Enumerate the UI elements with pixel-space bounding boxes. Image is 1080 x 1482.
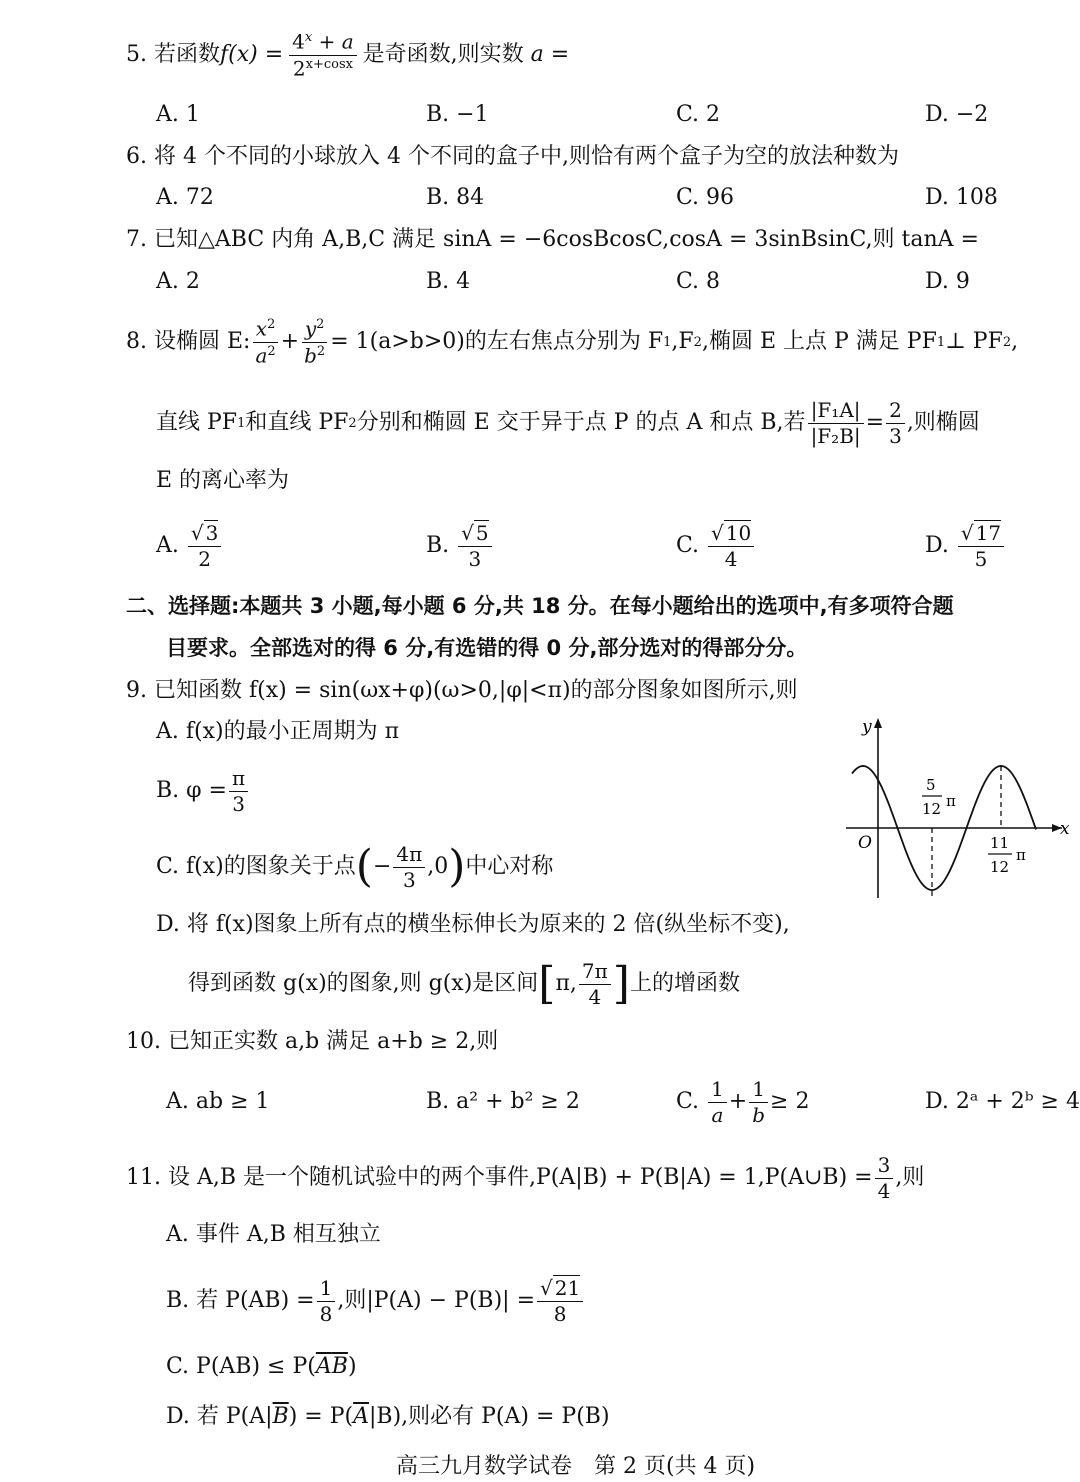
q9-option-d-line2: 得到函数 g(x)的图象,则 g(x)是区间 [ π, $\frac{7\pi}{4}$ ] 上的增函数 — [188, 958, 740, 1009]
q8-line1: 8. 设椭圆 E: $\frac{x^2}{a^2}$ + $\frac{y^2}{b^2}$ = 1(a>b>0)的左右焦点分别为 F 1 ,F 2 ,椭圆 E 上点 P 满足 PF 1 ⊥ PF 2 , — [126, 316, 1019, 368]
q7-option-b: B. 4 — [426, 269, 471, 294]
q7-option-d: D. 9 — [925, 269, 970, 294]
q9-stem: 9. 已知函数 f(x) = sin(ωx+φ)(ω>0,|φ|<π)的部分图象如图所示,则 — [126, 678, 798, 703]
y-axis-arrow — [874, 718, 882, 728]
q5-tail: 是奇函数,则实数 — [362, 42, 524, 67]
q8-ratio-value: $\frac{2}{3}$ — [886, 400, 905, 447]
q11-stem: 11. 设 A,B 是一个随机试验中的两个事件,P(A|B) + P(B|A) = 1,P(A∪B) = $\frac{3}{4}$ ,则 — [126, 1152, 925, 1203]
q8-line2: 直线 PF 1 和直线 PF 2 分别和椭圆 E 交于异于点 P 的点 A 和点 B,若 $\frac{\text{|F₁A|}}{\text{|F₂B|}}$ = $\frac{2}{3}$ ,则椭圆 — [156, 397, 980, 448]
q5-number: 5. — [126, 42, 147, 67]
mark1-den: 12 — [922, 800, 942, 818]
graph-x-label: x — [1060, 819, 1070, 839]
q6-option-d: D. 108 — [925, 185, 998, 210]
q6-option-c: C. 96 — [676, 185, 735, 210]
mark2-den: 12 — [990, 858, 1010, 876]
q9-option-d-line1: D. 将 f(x)图象上所有点的横坐标伸长为原来的 2 倍(纵坐标不变), — [156, 912, 790, 937]
q8-frac-y: $\frac{y^2}{b^2}$ — [301, 318, 328, 366]
q8-option-a: A. $\frac{√ 3}{2}$ — [156, 515, 223, 577]
q9-option-a: A. f(x)的最小正周期为 π — [156, 719, 400, 744]
q11-option-a: A. 事件 A,B 相互独立 — [166, 1222, 381, 1247]
q6-option-b: B. 84 — [426, 185, 485, 210]
q9-option-b: B. φ = $\frac{\pi}{3}$ — [156, 762, 250, 820]
q5-option-b: B. −1 — [426, 102, 489, 127]
q8-option-b: B. $\frac{√ 5}{3}$ — [426, 515, 494, 577]
section2-heading-line2: 目要求。全部选对的得 6 分,有选错的得 0 分,部分选对的得部分分。 — [166, 636, 808, 660]
q8-line3: E 的离心率为 — [156, 468, 290, 493]
q9-option-c: C. f(x)的图象关于点 ( − $\frac{4\pi}{3}$ ,0 ) 中心对称 — [156, 841, 554, 892]
q5-var: a = — [530, 42, 570, 67]
mark2-num: 11 — [990, 834, 1010, 852]
graph-origin-label: O — [858, 833, 872, 853]
q10-option-c: C. $\frac{1}{a}$ + $\frac{1}{b}$ ≥ 2 — [676, 1076, 810, 1127]
mark1-pi: π — [946, 792, 956, 810]
q8-ratio: $\frac{\text{|F₁A|}}{\text{|F₂B|}}$ — [808, 400, 864, 447]
q8-frac-x: $\frac{x^2}{a^2}$ — [252, 318, 278, 366]
section2-heading-line1: 二、选择题:本题共 3 小题,每小题 6 分,共 18 分。在每小题给出的选项中,有多项符合题 — [126, 594, 954, 618]
q11-option-b: B. 若 P(AB) = $\frac{1}{8}$ ,则|P(A) − P(B)| = $\frac{√ 21}{8}$ — [166, 1270, 585, 1332]
q9-graph — [840, 712, 1072, 904]
mark2-pi: π — [1016, 846, 1026, 864]
mark1-num: 5 — [926, 776, 936, 794]
q5-option-a: A. 1 — [156, 102, 200, 127]
q5-text: 若函数 — [154, 42, 221, 67]
q5-option-d: D. −2 — [925, 102, 989, 127]
q11-option-d: D. 若 $P(A|\overline{B}) = P(\overline{A}|B)$,则必有 P(A) = P(B) — [166, 1404, 610, 1429]
q10-option-b: B. a² + b² ≥ 2 — [426, 1089, 580, 1114]
q8-option-d: D. $\frac{√ 17}{5}$ — [925, 515, 1006, 577]
q10-option-d: D. 2ᵃ + 2ᵇ ≥ 4 — [925, 1089, 1080, 1114]
q6-option-a: A. 72 — [156, 185, 214, 210]
q7-stem: 7. 已知△ABC 内角 A,B,C 满足 sinA = −6cosBcosC,cosA = 3sinBsinC,则 tanA = — [126, 227, 979, 252]
graph-y-label: y — [862, 717, 872, 737]
q5-fraction: $\frac{4^x + a}{2^{x+cosx}}$ — [289, 31, 356, 79]
q10-option-a: A. ab ≥ 1 — [166, 1089, 270, 1114]
q8-option-c: C. $\frac{√ 10}{4}$ — [676, 515, 756, 577]
q7-option-c: C. 8 — [676, 269, 721, 294]
q5-fx: f(x) = — [220, 42, 284, 67]
q6-stem: 6. 将 4 个不同的小球放入 4 个不同的盒子中,则恰有两个盒子为空的放法种数为 — [126, 144, 899, 169]
page-footer: 高三九月数学试卷 第 2 页(共 4 页) — [396, 1454, 756, 1479]
q5-stem — [126, 30, 569, 80]
q11-option-c: C. $P(AB) \le P(\overline{A}\overline{B})$ — [166, 1354, 357, 1379]
q10-stem: 10. 已知正实数 a,b 满足 a+b ≥ 2,则 — [126, 1029, 499, 1054]
q5-option-c: C. 2 — [676, 102, 721, 127]
q7-option-a: A. 2 — [156, 269, 200, 294]
